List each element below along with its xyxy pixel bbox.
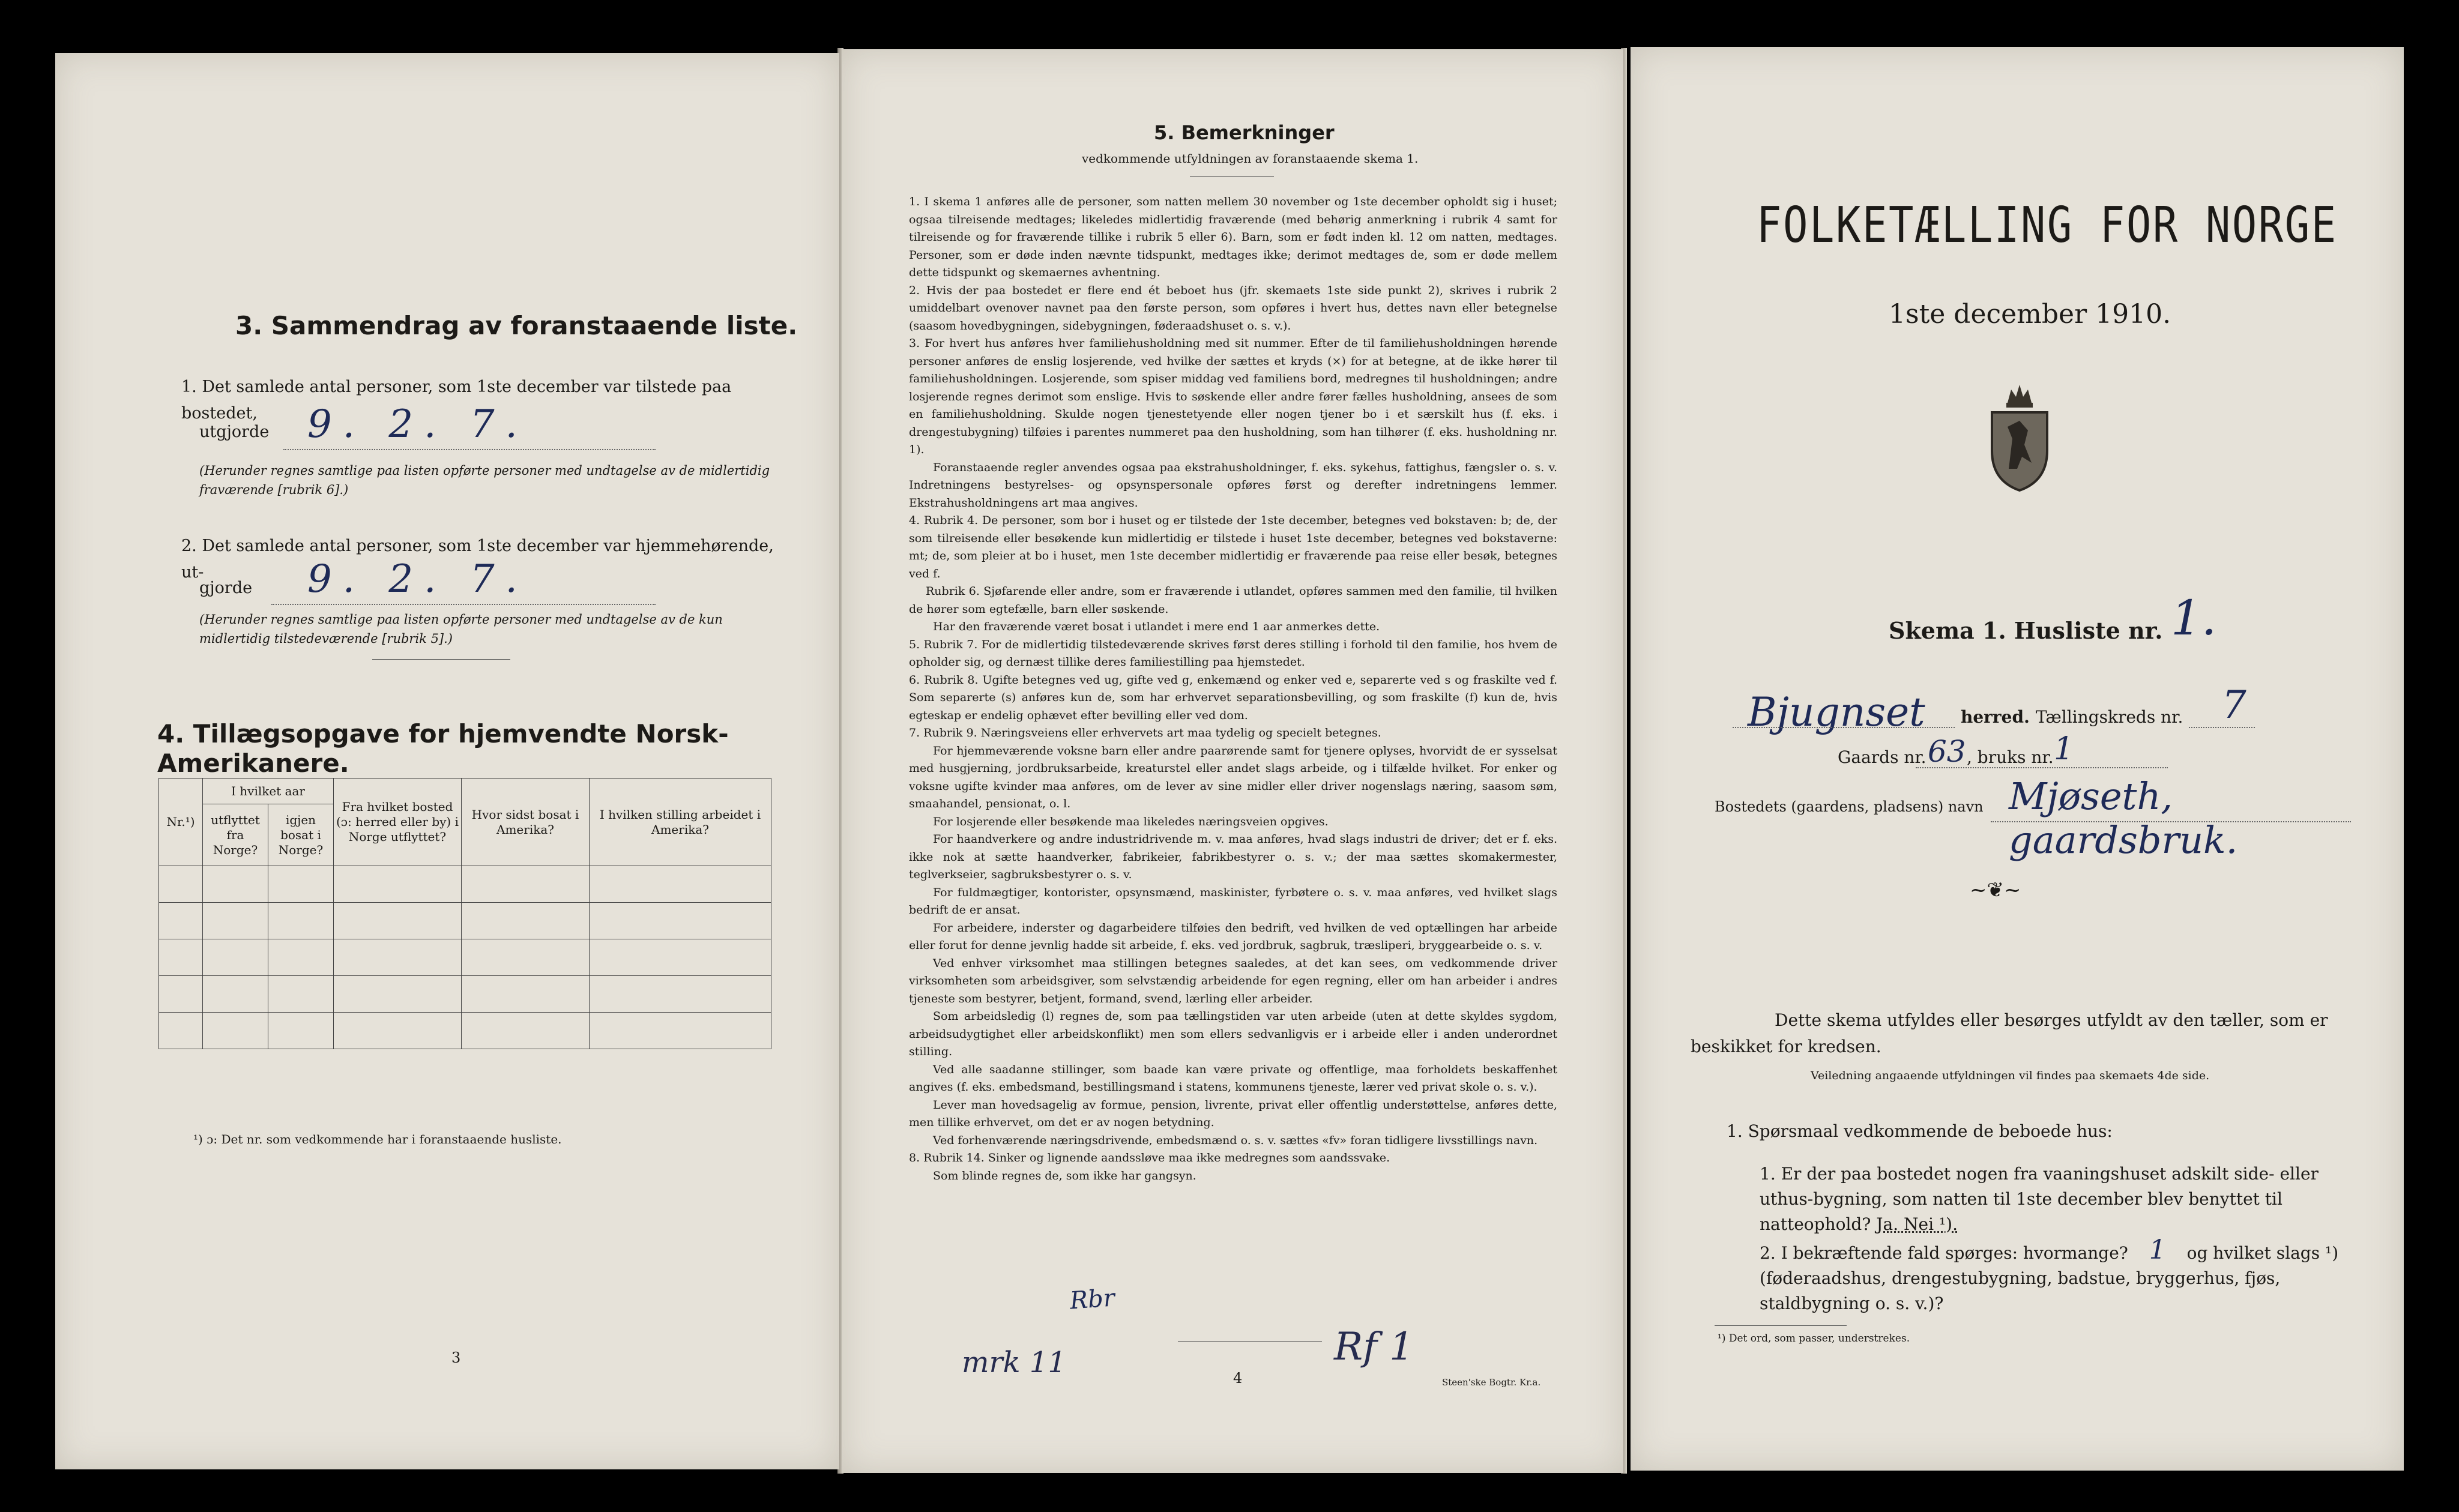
- herred-label: herred.: [1961, 707, 2030, 727]
- table-row: [159, 866, 771, 903]
- page-middle: [842, 49, 1623, 1473]
- remark-paragraph: Foranstaaende regler anvendes ogsaa paa ekstrahusholdninger, f. eks. sykehus, fattighus, fængsler o. s. v. Indretningens bestyrelses- og opsynspersonale opføres først og derefter indretningens lemmer. Ekstrahusholdningens art maa angives.: [909, 460, 1557, 510]
- question-2: [1760, 1235, 2360, 1316]
- question-2-text-a: 2. I bekræftende fald spørges: hvormange?: [1760, 1243, 2128, 1263]
- gaards-label: Gaards nr.: [1838, 747, 1926, 767]
- intro-text: Dette skema utfyldes eller besørges utfyldt av den tæller, som er beskikket for kredsen.: [1691, 1010, 2328, 1056]
- remark-paragraph: 5. Rubrik 7. For de midlertidig tilstedeværende skrives først deres stilling i forhold til den familie, hos hvem de opholder sig, og dernæst tillike deres familiestilling paa hjemstedet.: [909, 637, 1557, 669]
- bottom-rule: [1178, 1341, 1322, 1342]
- remark-paragraph: 4. Rubrik 4. De personer, som bor i huset og er tilstede der 1ste december, betegnes ved bokstaven: b; de, der som tilreisende eller besøkende kun midlertidig er tilstede i huset 1ste december, betegnes ved bokstaverne: mt; de, som pleier at bo i huset, men 1ste december midlertidig er fraværende paa reise eller besøk, betegnes ved f.: [909, 514, 1557, 580]
- item1-dotline: [283, 449, 656, 450]
- page-right: [1631, 47, 2404, 1471]
- item2-text: 2. Det samlede antal personer, som 1ste december var hjemmehørende, ut-: [181, 537, 774, 582]
- herred-value: Bjugnset: [1748, 689, 1925, 735]
- hand-note-right: Rf 1: [1334, 1325, 1414, 1369]
- census-title: FOLKETÆLLING FOR NORGE: [1757, 197, 2338, 254]
- herred-dotline: [1733, 727, 1955, 728]
- question-1-text: 1. Er der paa bostedet nogen fra vaaningshuset adskilt side- eller uthus-bygning, som natten til 1ste december blev benyttet til natteophold?: [1760, 1164, 2319, 1234]
- th-col-c: Fra hvilket bosted (ɔ: herred eller by) i Norge utflyttet?: [334, 779, 462, 866]
- remark-paragraph: Har den fraværende været bosat i utlandet i mere end 1 aar anmerkes dette.: [933, 620, 1380, 633]
- bosted-label: Bostedets (gaardens, pladsens) navn: [1715, 798, 1984, 815]
- census-date: 1ste december 1910.: [1889, 299, 2171, 330]
- item2-note: (Herunder regnes samtlige paa listen opførte personer med undtagelse av de kun midlertidig tilstedeværende [rubrik 5].): [199, 612, 723, 646]
- remark-paragraph: Ved forhenværende næringsdrivende, embedsmænd o. s. v. sættes «fv» foran tidligere livsstillings navn.: [933, 1133, 1538, 1147]
- bosted-value: Mjøseth, gaardsbruk.: [2009, 774, 2238, 862]
- remark-paragraph: For fuldmægtiger, kontorister, opsynsmænd, maskinister, fyrbøtere o. s. v. maa anføres, ved hvilket slags bedrift de er ansat.: [909, 885, 1557, 917]
- separator: [372, 659, 510, 660]
- remark-paragraph: Som blinde regnes de, som ikke har gangsyn.: [933, 1169, 1196, 1182]
- table-row: [159, 939, 771, 976]
- skema-label: Skema 1. Husliste nr.: [1889, 617, 2163, 644]
- kreds-label: Tællingskreds nr.: [2036, 707, 2183, 727]
- questions-heading: 1. Spørsmaal vedkommende de beboede hus:: [1727, 1121, 2113, 1141]
- remark-paragraph: 3. For hvert hus anføres hver familiehusholdning med sit nummer. Efter de til familiehusholdningen hørende personer anføres de enslig losjerende, ved hvilke der sættes et kryds (×) for at betegne, at de ikke hører til familiehusholdningen. Losjerende, som spiser middag ved familiens bord, medregnes til husholdningen; andre losjerende regnes derimot som enslige. Hvis to søskende eller andre fører fælles husholdning, ansees de som en familiehusholdning. Skulde nogen tjenestetyende eller nogen tjener bo i et særskilt hus (f. eks. i drengestubygning) tilføies i parentes nummeret paa den husholdning, som han tilhører (f. eks. husholdning nr. 1).: [909, 337, 1557, 456]
- tillegg-table: [158, 778, 771, 1049]
- table-footnote: ¹) ɔ: Det nr. som vedkommende har i foranstaaende husliste.: [193, 1132, 562, 1146]
- hand-note-mid: Rbr: [1069, 1284, 1116, 1315]
- question-2-options: (føderaadshus, drengestubygning, badstue, bryggerhus, fjøs, staldbygning o. s. v.)?: [1760, 1268, 2281, 1313]
- gaards-dotline: [1916, 767, 2168, 768]
- remarks-subtitle: vedkommende utfyldningen av foranstaaende skema 1.: [1082, 151, 1419, 166]
- question-1-answer: Ja. Nei ¹).: [1876, 1214, 1958, 1234]
- page-number-left: 3: [451, 1349, 461, 1366]
- remark-paragraph: 6. Rubrik 8. Ugifte betegnes ved ug, gifte ved g, enkemænd og enker ved e, separerte ved s og fraskilte ved f. Som separerte (s) anføres kun de, som har erhvervet separationsbevilling, og som fraskilte (f) kun de, hvis egteskap er endelig ophævet efter bevilling eller ved dom.: [909, 673, 1557, 722]
- remark-paragraph: For haandverkere og andre industridrivende m. v. maa anføres, hvad slags industri de driver; det er f. eks. ikke nok at sætte haandverker, fabrikeier, fabrikbestyrer o. s. v.; der maa sættes skomakermester, teglverkseier, sagbruksbestyrer o. s. v.: [909, 833, 1557, 881]
- table-row: [159, 976, 771, 1013]
- th-col-d: Hvor sidst bosat i Amerika?: [462, 779, 590, 866]
- question-2-count: 1: [2149, 1235, 2166, 1265]
- item2-value: 9. 2. 7.: [307, 557, 528, 601]
- item1-note: (Herunder regnes samtlige paa listen opførte personer med undtagelse av de midlertidig fraværende [rubrik 6].): [199, 463, 770, 497]
- th-col-e: I hvilken stilling arbeidet i Amerika?: [590, 779, 771, 866]
- ornament-icon: ~❦~: [1970, 878, 2021, 902]
- remarks-title: 5. Bemerkninger: [1154, 121, 1335, 144]
- item1-text: 1. Det samlede antal personer, som 1ste december var tilstede paa bostedet,: [181, 378, 732, 423]
- veiledning-text: Veiledning angaaende utfyldningen vil findes paa skemaets 4de side.: [1811, 1069, 2210, 1082]
- bruks-value: 1: [2054, 731, 2074, 767]
- remark-paragraph: Ved alle saadanne stillinger, som baade kan være private og offentlige, maa forholdets beskaffenhet angives (f. eks. embedsmand, bestillingsmand i statens, kommunens tjeneste, lærer ved privat skole o. s. v.).: [909, 1062, 1557, 1094]
- remark-paragraph: For hjemmeværende voksne barn eller andre paarørende samt for tjenere oplyses, hvorvidt de er sysselsat med husgjerning, jordbruksarbeide, kreaturstel eller andet slags arbeide, og i tilfælde hvilket. For enker og voksne ugifte kvinder maa anføres, om de lever av sine midler eller driver nogenslags næring, saasom søm, smaahandel, pensionat, o. l.: [909, 744, 1557, 810]
- bruks-label: , bruks nr.: [1967, 747, 2054, 767]
- section3-title: 3. Sammendrag av foranstaaende liste.: [235, 311, 798, 340]
- th-col-a: utflyttet fra Norge?: [203, 804, 268, 866]
- remark-paragraph: Som arbeidsledig (l) regnes de, som paa tællingstiden var uten arbeide (uten at dette skyldes sygdom, arbeidsudygtighet eller arbeidskonflikt) men som ellers sedvanligvis er i arbeide eller i anden underordnet stilling.: [909, 1010, 1557, 1058]
- remark-paragraph: Ved enhver virksomhet maa stillingen betegnes saaledes, at det kan sees, om vedkommende driver virksomheten som arbeidsgiver, som selvstændig arbeidende for egen regning, eller om han arbeider i andres tjeneste som bestyrer, betjent, formand, svend, lærling eller arbeider.: [909, 956, 1557, 1005]
- th-group: I hvilket aar: [203, 779, 334, 804]
- th-nr: Nr.¹): [159, 779, 203, 866]
- page-number-middle: 4: [1233, 1370, 1243, 1387]
- item2-prefix: gjorde: [199, 579, 253, 597]
- section4-title: 4. Tillægsopgave for hjemvendte Norsk-Amerikanere.: [157, 719, 729, 778]
- right-footnote: ¹) Det ord, som passer, understrekes.: [1718, 1333, 1910, 1345]
- remark-paragraph: Lever man hovedsagelig av formue, pension, livrente, privat eller offentlig understøttelse, anføres dette, men tillike erhvervet, om det er av nogen betydning.: [909, 1098, 1557, 1129]
- husliste-nr: 1.: [2171, 590, 2217, 646]
- gaards-value: 63: [1928, 734, 1966, 769]
- question-2-text-b: og hvilket slags ¹): [2186, 1243, 2339, 1263]
- page-left: [55, 53, 839, 1469]
- remark-paragraph: 2. Hvis der paa bostedet er flere end ét beboet hus (jfr. skemaets 1ste side punkt 2), skrives i rubrik 2 umiddelbart ovenover navnet paa den første person, som opføres i hvert hus, dettes navn eller betegnelse (saasom hovedbygningen, sidebygningen, føderaadshuset o. s. v.).: [909, 283, 1557, 333]
- remark-paragraph: Rubrik 6. Sjøfarende eller andre, som er fraværende i utlandet, opføres sammen med den familie, til hvilken de hører som egtefælle, barn eller søskende.: [909, 585, 1557, 616]
- remark-paragraph: For arbeidere, inderster og dagarbeidere tilføies den bedrift, ved hvilken de ved optællingen har arbeide eller forut for denne jevnlig hadde sit arbeide, f. eks. ved jordbruk, sagbruk, træsliperi, bryggearbeide o. s. v.: [909, 921, 1557, 952]
- question-1: [1760, 1161, 2360, 1237]
- item1-prefix: utgjorde: [199, 423, 270, 441]
- remark-paragraph: 8. Rubrik 14. Sinker og lignende aandssløve maa ikke medregnes som aandssvake.: [909, 1151, 1390, 1164]
- kreds-value: 7: [2222, 683, 2246, 727]
- remark-paragraph: 7. Rubrik 9. Næringsveiens eller erhvervets art maa tydelig og specielt betegnes.: [909, 726, 1381, 739]
- bosted-dotline: [1991, 821, 2351, 822]
- footnote-rule: [1715, 1325, 1847, 1326]
- remarks-body: [909, 193, 1557, 1185]
- table-row: [159, 1013, 771, 1049]
- table-row: [159, 903, 771, 939]
- remarks-rule: [1190, 176, 1274, 177]
- printer-mark: Steen'ske Bogtr. Kr.a.: [1442, 1377, 1541, 1388]
- kreds-dotline: [2189, 727, 2255, 728]
- coat-of-arms-icon: [1985, 379, 2054, 493]
- remark-paragraph: 1. I skema 1 anføres alle de personer, som natten mellem 30 november og 1ste december opholdt sig i huset; ogsaa tilreisende medtages; likeledes midlertidig fraværende (med behørig anmerkning i rubrik 4 samt for tilreisende og for fraværende tillike i rubrik 5 eller 6). Barn, som er født inden kl. 12 om natten, medtages. Personer, som er døde inden nævnte tidspunkt, medtages ikke; derimot medtages de, som er døde mellem dette tidspunkt og skemaernes avhentning.: [909, 195, 1557, 279]
- hand-note-left: mrk 11: [962, 1346, 1066, 1379]
- item2-dotline: [271, 604, 656, 605]
- item1-value: 9. 2. 7.: [307, 402, 528, 447]
- th-col-b: igjen bosat i Norge?: [268, 804, 334, 866]
- remark-paragraph: For losjerende eller besøkende maa likeledes næringsveien opgives.: [933, 815, 1329, 828]
